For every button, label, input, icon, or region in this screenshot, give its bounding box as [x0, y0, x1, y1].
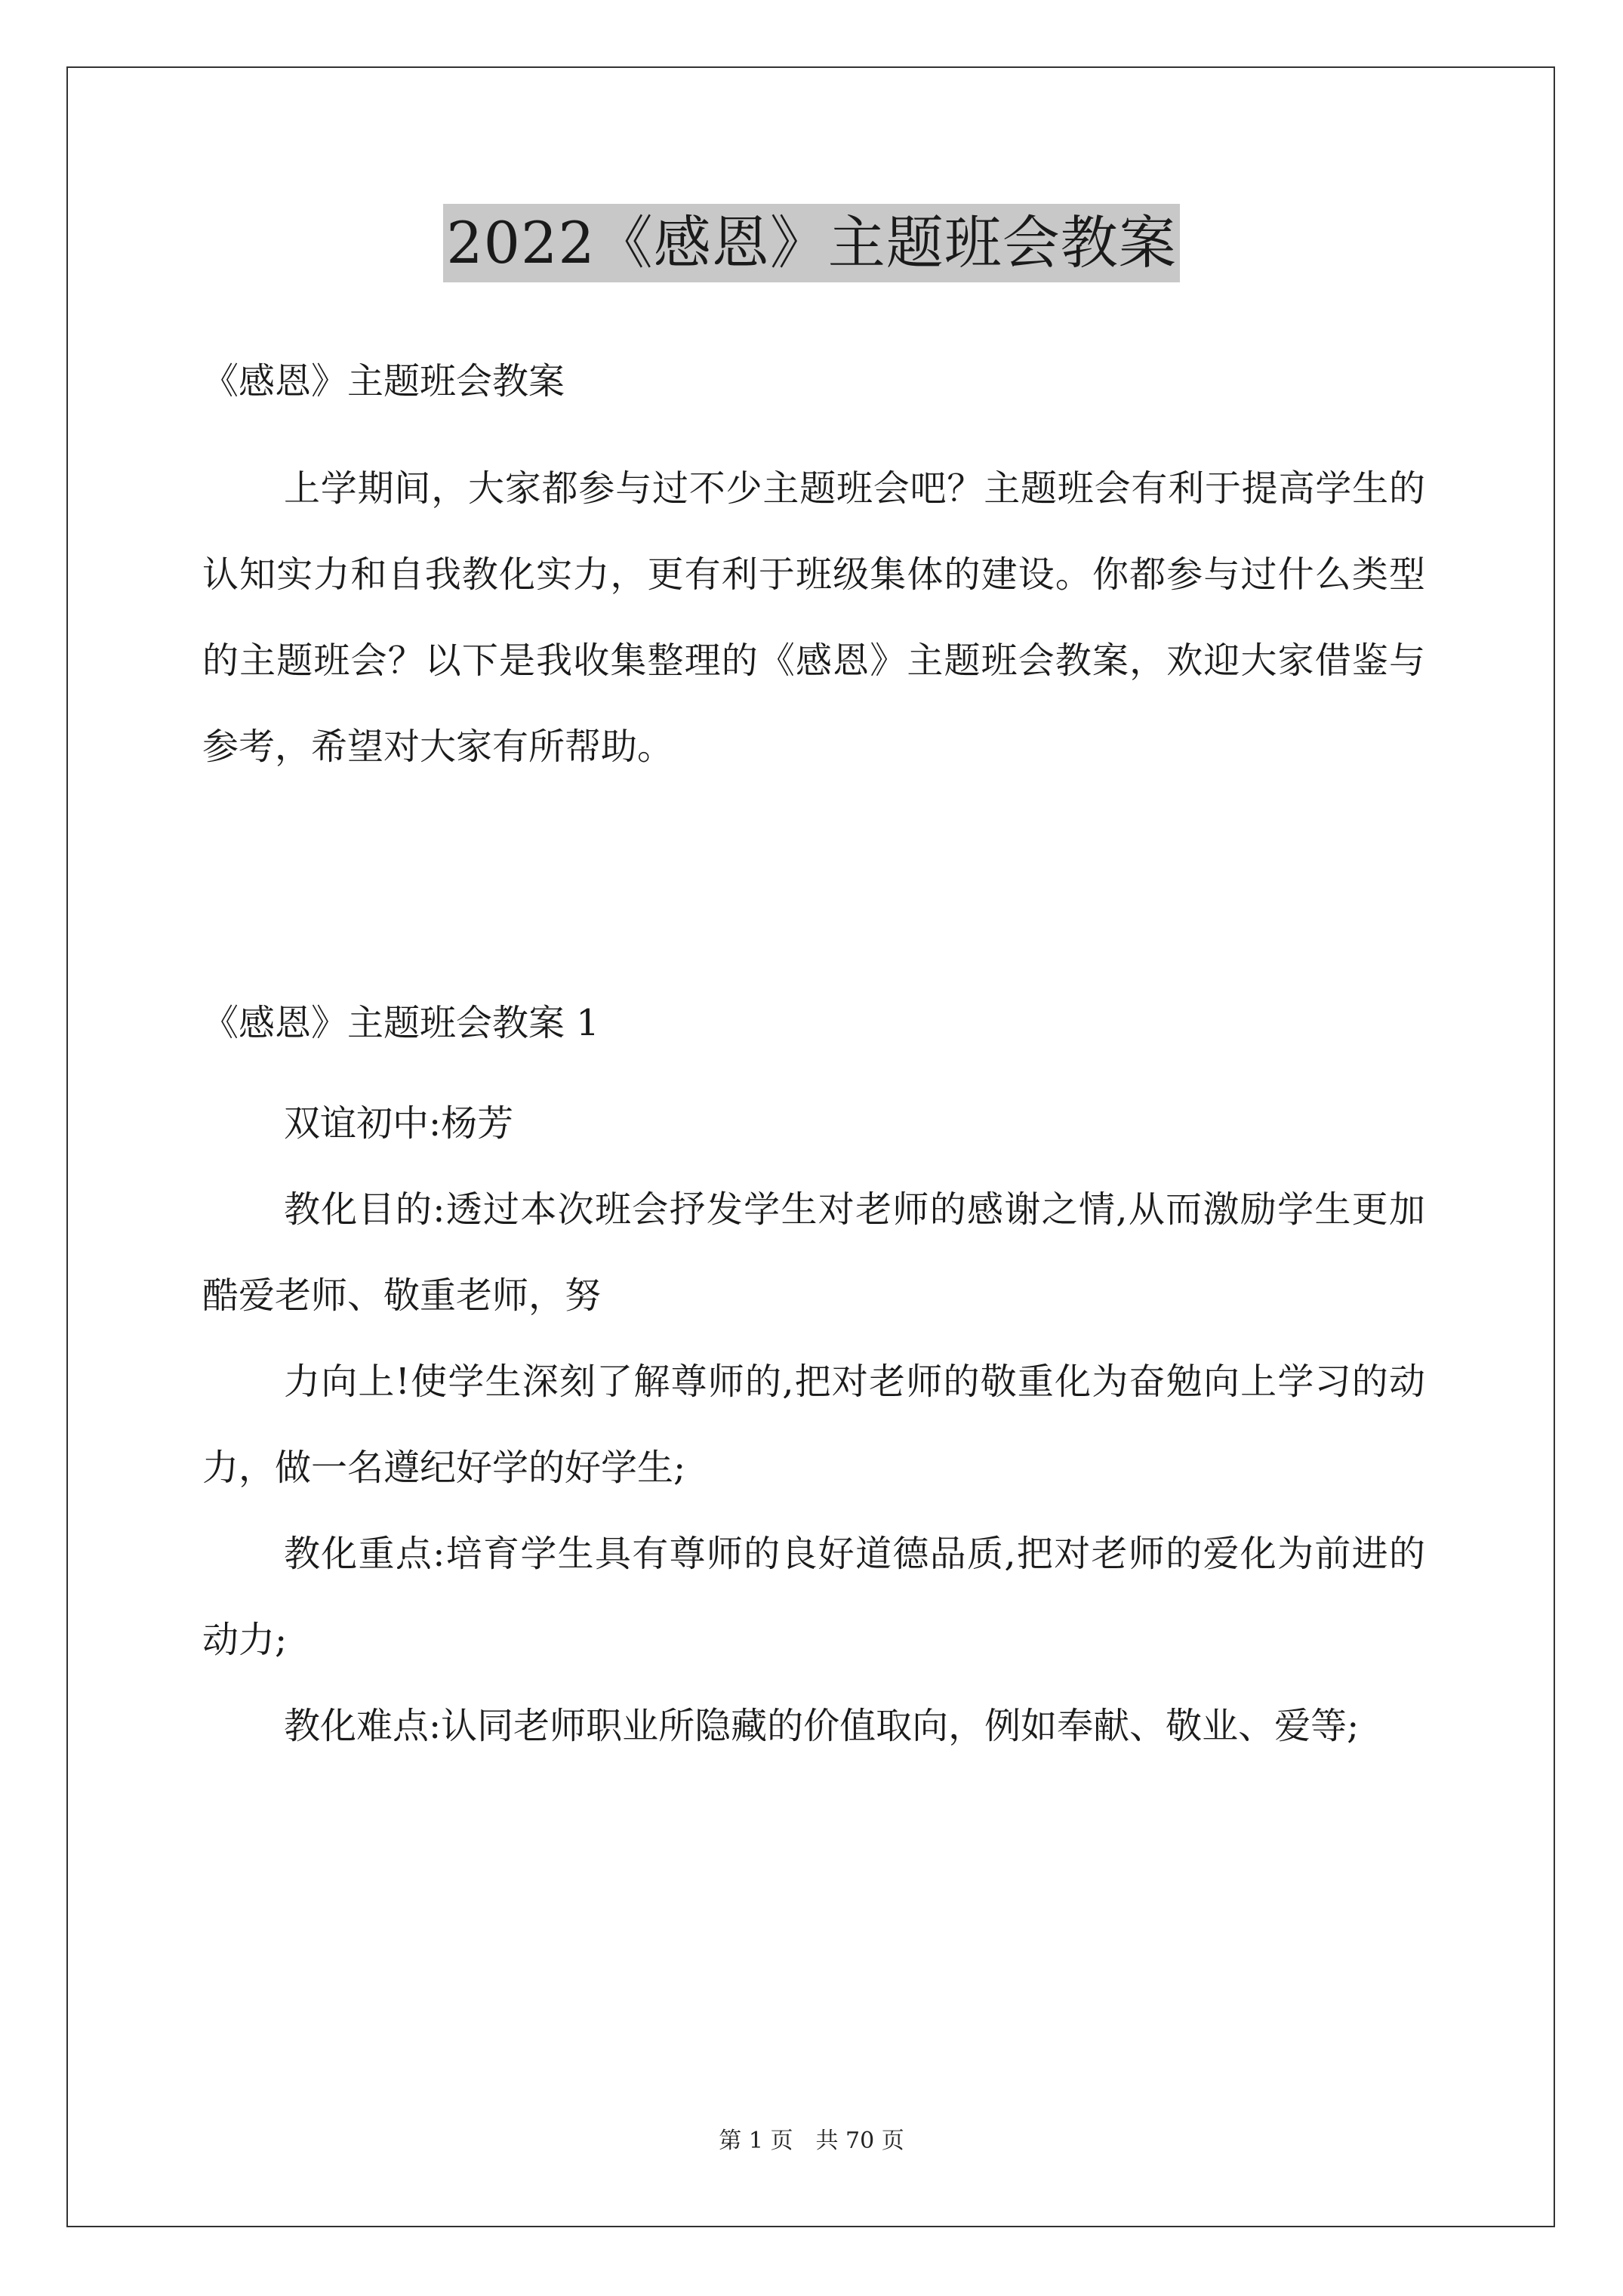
goal-continued-paragraph: 力向上!使学生深刻了解尊师的,把对老师的敬重化为奋勉向上学习的动力，做一名遵纪好学的好学生; [202, 1361, 1425, 1489]
page-number: 第 1 页 共 70 页 [719, 2128, 904, 2154]
intro-paragraph: 上学期间，大家都参与过不少主题班会吧？主题班会有利于提高学生的认知实力和自我教化实力，更有利于班级集体的建设。你都参与过什么类型的主题班会？以下是我收集整理的《感恩》主题班会教案，欢迎大家借鉴与参考，希望对大家有所帮助。 [202, 467, 1425, 768]
author-line: 双谊初中:杨芳 [284, 1102, 514, 1145]
subtitle: 《感恩》主题班会教案 [202, 360, 565, 402]
goal-paragraph: 教化目的:透过本次班会抒发学生对老师的感谢之情,从而激励学生更加酷爱老师、敬重老师，努 [202, 1188, 1425, 1317]
title-block [0, 204, 1623, 282]
section-heading: 《感恩》主题班会教案 1 [202, 1002, 599, 1044]
focus-paragraph: 教化重点:培育学生具有尊师的良好道德品质,把对老师的爱化为前进的动力; [202, 1533, 1425, 1661]
document-title: 2022《感恩》主题班会教案 [443, 204, 1179, 282]
difficulty-paragraph: 教化难点:认同老师职业所隐藏的价值取向，例如奉献、敬业、爱等; [284, 1705, 1360, 1747]
